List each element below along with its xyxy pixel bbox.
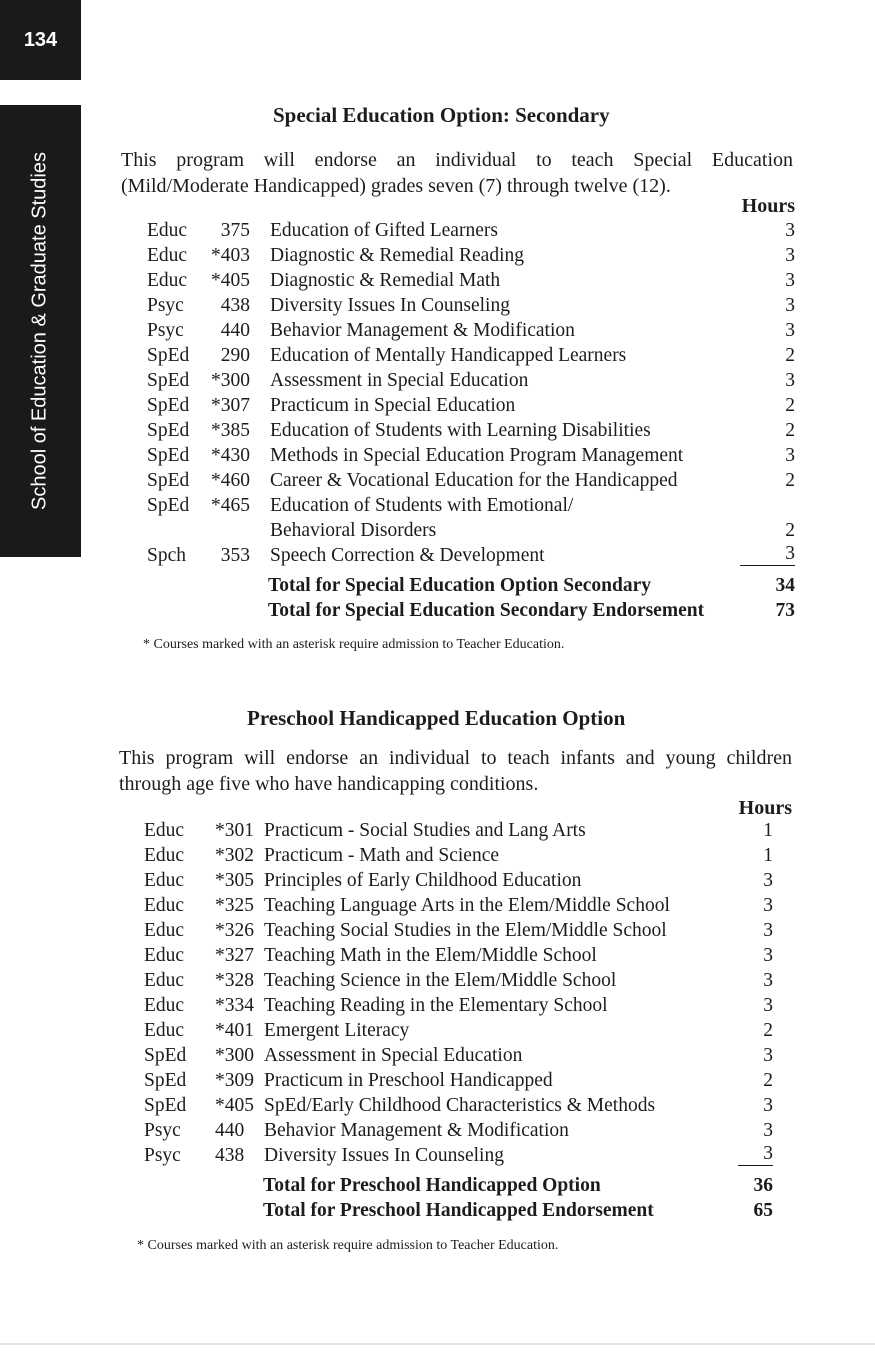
course-number: *465 <box>211 495 250 516</box>
total-label: Total for Preschool Handicapped Endorsement <box>263 1200 654 1221</box>
course-title: Assessment in Special Education <box>264 1045 523 1066</box>
course-title: Teaching Language Arts in the Elem/Middle School <box>264 895 670 916</box>
course-number: *325 <box>215 895 254 916</box>
course-dept: Educ <box>144 870 185 891</box>
course-dept: Psyc <box>144 1145 181 1166</box>
course-title: Practicum - Social Studies and Lang Arts <box>264 820 586 841</box>
course-dept: SpEd <box>144 1095 187 1116</box>
course-number: *460 <box>211 470 250 491</box>
course-row <box>0 518 875 543</box>
course-hours: 2 <box>763 1020 773 1041</box>
course-hours: 2 <box>785 520 795 541</box>
course-row <box>0 1043 875 1068</box>
course-hours: 3 <box>763 1045 773 1066</box>
course-number: *328 <box>215 970 254 991</box>
course-title: Behavioral Disorders <box>270 520 437 541</box>
course-hours: 3 <box>785 220 795 241</box>
course-row <box>0 418 875 443</box>
course-title: Speech Correction & Development <box>270 545 545 566</box>
total-hours: 36 <box>753 1175 773 1196</box>
course-row <box>0 318 875 343</box>
course-number: *405 <box>211 270 250 291</box>
course-hours: 3 <box>785 295 795 316</box>
course-hours: 2 <box>785 395 795 416</box>
course-row <box>0 293 875 318</box>
course-dept: Educ <box>144 920 185 941</box>
course-title: Teaching Science in the Elem/Middle School <box>264 970 617 991</box>
course-number: *334 <box>215 995 254 1016</box>
course-row <box>0 993 875 1018</box>
course-dept: Spch <box>147 545 186 566</box>
course-number: *301 <box>215 820 254 841</box>
course-number: 375 <box>220 220 250 241</box>
course-dept: SpEd <box>147 495 190 516</box>
total-row <box>0 1198 875 1223</box>
course-row <box>0 493 875 518</box>
course-title: Diagnostic & Remedial Reading <box>270 245 524 266</box>
course-hours: 3 <box>763 870 773 891</box>
course-dept: Educ <box>144 970 185 991</box>
course-hours: 1 <box>763 820 773 841</box>
course-dept: SpEd <box>147 470 190 491</box>
hours-header-secondary: Hours <box>741 195 795 217</box>
course-dept: SpEd <box>147 370 190 391</box>
course-hours: 3 <box>763 920 773 941</box>
intro-secondary: This program will endorse an individual to teach Special Education (Mild/Moderate Handicapped) grades seven (7) through twelve (12). <box>121 149 793 197</box>
course-row <box>0 218 875 243</box>
course-hours: 3 <box>740 543 795 566</box>
course-dept: SpEd <box>147 345 190 366</box>
course-dept: SpEd <box>147 420 190 441</box>
course-dept: SpEd <box>144 1045 187 1066</box>
course-dept: Educ <box>144 1020 185 1041</box>
course-number: *403 <box>211 245 250 266</box>
course-hours: 3 <box>785 245 795 266</box>
course-number: *401 <box>215 1020 254 1041</box>
course-number: *326 <box>215 920 254 941</box>
course-dept: Psyc <box>144 1120 181 1141</box>
total-label: Total for Preschool Handicapped Option <box>263 1175 601 1196</box>
course-dept: Educ <box>144 895 185 916</box>
course-hours: 3 <box>763 1120 773 1141</box>
course-row <box>0 868 875 893</box>
section-title-preschool: Preschool Handicapped Education Option <box>247 706 626 730</box>
total-hours: 65 <box>753 1200 773 1221</box>
course-hours: 3 <box>763 895 773 916</box>
total-label: Total for Special Education Option Secondary <box>268 575 652 596</box>
course-row <box>0 268 875 293</box>
course-title: Diagnostic & Remedial Math <box>270 270 501 291</box>
course-dept: Educ <box>144 820 185 841</box>
course-row <box>0 1018 875 1043</box>
course-dept: SpEd <box>147 445 190 466</box>
course-row <box>0 1068 875 1093</box>
course-row <box>0 968 875 993</box>
page-number: 134 <box>23 28 58 51</box>
course-row <box>0 1118 875 1143</box>
course-title: Teaching Reading in the Elementary School <box>264 995 608 1016</box>
course-dept: SpEd <box>147 395 190 416</box>
section-title-secondary: Special Education Option: Secondary <box>273 103 610 127</box>
course-row <box>0 893 875 918</box>
intro-preschool: This program will endorse an individual to teach infants and young children through age five who have handicapping conditions. <box>119 747 792 795</box>
course-hours: 3 <box>785 370 795 391</box>
course-hours: 2 <box>785 470 795 491</box>
course-row <box>0 343 875 368</box>
page-bottom-edge <box>0 1343 875 1345</box>
course-title: Teaching Social Studies in the Elem/Middle School <box>264 920 667 941</box>
sidebar-label: School of Education & Graduate Studies <box>28 151 51 511</box>
course-title: Education of Mentally Handicapped Learners <box>270 345 627 366</box>
course-hours: 2 <box>785 420 795 441</box>
course-title: Assessment in Special Education <box>270 370 529 391</box>
course-number: *385 <box>211 420 250 441</box>
course-hours: 3 <box>785 445 795 466</box>
total-row <box>0 598 875 623</box>
course-hours: 3 <box>763 1095 773 1116</box>
course-number: *300 <box>211 370 250 391</box>
course-number: 440 <box>215 1120 245 1141</box>
course-row <box>0 843 875 868</box>
course-row <box>0 243 875 268</box>
course-row <box>0 1093 875 1118</box>
course-row <box>0 468 875 493</box>
course-dept: Educ <box>144 995 185 1016</box>
course-title: Practicum - Math and Science <box>264 845 499 866</box>
course-number: 353 <box>220 545 250 566</box>
hours-header-preschool: Hours <box>738 797 792 819</box>
course-title: Behavior Management & Modification <box>264 1120 569 1141</box>
total-row <box>0 573 875 598</box>
course-row <box>0 943 875 968</box>
total-row <box>0 1173 875 1198</box>
course-title: Career & Vocational Education for the Handicapped <box>270 470 678 491</box>
course-number: *300 <box>215 1045 254 1066</box>
course-number: *430 <box>211 445 250 466</box>
course-title: Practicum in Special Education <box>270 395 516 416</box>
course-number: 438 <box>220 295 250 316</box>
course-row <box>0 368 875 393</box>
course-dept: Educ <box>144 845 185 866</box>
course-dept: Psyc <box>147 295 184 316</box>
course-title: Practicum in Preschool Handicapped <box>264 1070 553 1091</box>
course-dept: Educ <box>147 245 188 266</box>
total-hours: 34 <box>775 575 795 596</box>
total-label: Total for Special Education Secondary Endorsement <box>268 600 705 621</box>
course-hours: 3 <box>763 945 773 966</box>
course-title: Diversity Issues In Counseling <box>270 295 510 316</box>
course-number: *309 <box>215 1070 254 1091</box>
footnote-preschool: * Courses marked with an asterisk require admission to Teacher Education. <box>137 1238 559 1253</box>
course-title: Methods in Special Education Program Management <box>270 445 684 466</box>
course-title: Behavior Management & Modification <box>270 320 575 341</box>
course-dept: SpEd <box>144 1070 187 1091</box>
course-hours: 1 <box>763 845 773 866</box>
page-number-tab <box>0 0 81 80</box>
course-title: Education of Students with Learning Disabilities <box>270 420 651 441</box>
course-title: Education of Students with Emotional/ <box>270 495 574 516</box>
course-row <box>0 818 875 843</box>
course-title: Education of Gifted Learners <box>270 220 498 241</box>
course-number: *405 <box>215 1095 254 1116</box>
course-dept: Educ <box>147 270 188 291</box>
course-row <box>0 443 875 468</box>
course-dept: Educ <box>144 945 185 966</box>
course-number: 290 <box>220 345 250 366</box>
course-row <box>0 393 875 418</box>
course-hours: 3 <box>785 320 795 341</box>
course-number: 440 <box>220 320 250 341</box>
footnote-secondary: * Courses marked with an asterisk require admission to Teacher Education. <box>143 637 565 652</box>
total-hours: 73 <box>775 600 795 621</box>
course-number: 438 <box>215 1145 245 1166</box>
course-row <box>0 543 875 568</box>
course-hours: 3 <box>763 970 773 991</box>
course-number: *302 <box>215 845 254 866</box>
course-title: Teaching Math in the Elem/Middle School <box>264 945 597 966</box>
course-title: Diversity Issues In Counseling <box>264 1145 504 1166</box>
course-hours: 2 <box>785 345 795 366</box>
course-number: *307 <box>211 395 250 416</box>
course-title: Emergent Literacy <box>264 1020 410 1041</box>
course-dept: Educ <box>147 220 188 241</box>
course-number: *305 <box>215 870 254 891</box>
course-row <box>0 1143 875 1168</box>
course-hours: 3 <box>738 1143 773 1166</box>
course-title: Principles of Early Childhood Education <box>264 870 582 891</box>
course-row <box>0 918 875 943</box>
course-dept: Psyc <box>147 320 184 341</box>
course-title: SpEd/Early Childhood Characteristics & Methods <box>264 1095 656 1116</box>
course-hours: 3 <box>763 995 773 1016</box>
course-hours: 2 <box>763 1070 773 1091</box>
course-number: *327 <box>215 945 254 966</box>
course-hours: 3 <box>785 270 795 291</box>
